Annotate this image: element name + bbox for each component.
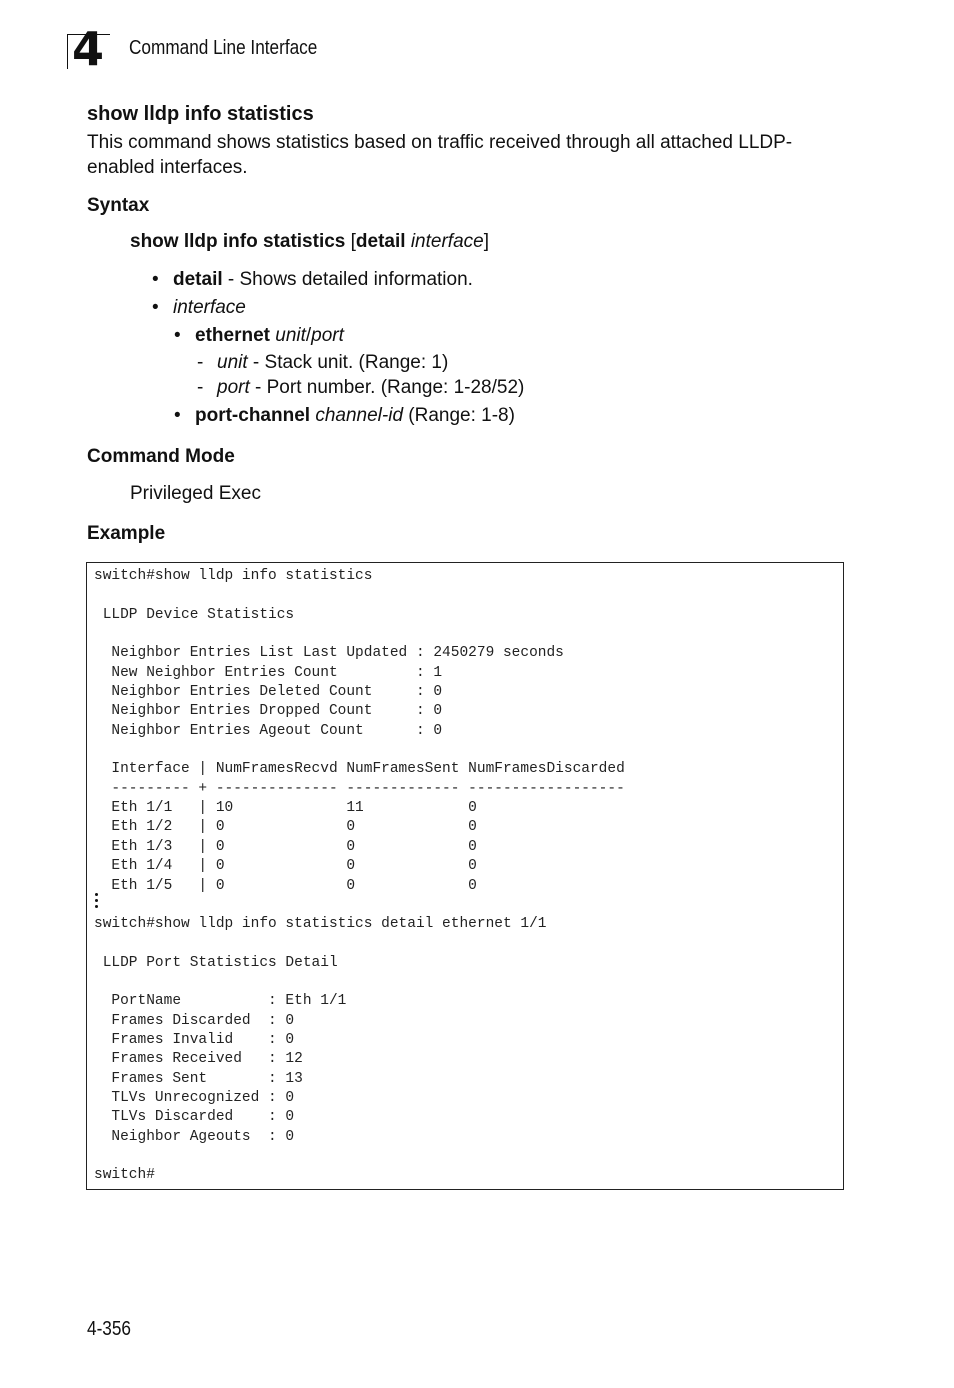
port-desc: - Port number. (Range: 1-28/52) <box>249 377 525 398</box>
param-port-channel: port-channel <box>195 405 311 426</box>
page-number: 4-356 <box>87 1318 131 1340</box>
bullet-icon: • <box>152 297 159 318</box>
example-heading: Example <box>87 523 166 544</box>
param-channel-range: (Range: 1-8) <box>403 405 515 426</box>
chapter-title: Command Line Interface <box>129 37 318 59</box>
syntax-command: show lldp info statistics <box>130 231 346 252</box>
example-code-part2: switch#show lldp info statistics detail ethernet 1/1 LLDP Port Statistics Detail PortName : Eth 1/1 Frames Discarded : 0 Frames Invalid : 0 Frames Received : 12 Frames Sent : 13 TLVs Unrecognized : 0 TLVs Discarded : 0 Neighbor Ageouts : 0 switch# <box>94 916 547 1184</box>
syntax-param: interface <box>410 231 484 252</box>
param-detail: detail <box>173 269 223 290</box>
param-unit: unit <box>275 325 306 346</box>
param-slash: / <box>305 325 312 346</box>
example-code-part1: switch#show lldp info statistics LLDP Device Statistics Neighbor Entries List Last Updated : 2450279 seconds New Neighbor Entries Count : 1 Neighbor Entries Deleted Count : 0 Neighbor Entries Dropped Count : 0 Neighbor Entries Ageout Count : 0 Interface | NumFramesRecvd NumFramesSent NumFramesDiscarded --------- + -------------- ------------- ------------------ Eth 1/1 | 10 11 0 Eth 1/2 | 0 0 0 Eth 1/3 | 0 0 0 Eth 1/4 | 0 0 0 Eth 1/5 | 0 0 0 <box>94 568 625 894</box>
command-title: show lldp info statistics <box>87 103 314 125</box>
dash-icon: - <box>197 377 204 398</box>
unit-desc: - Stack unit. (Range: 1) <box>247 352 449 373</box>
syntax-line <box>130 231 489 253</box>
list-item-ethernet <box>195 325 344 347</box>
command-description: This command shows statistics based on traffic received through all attached LLDP-enabled interfaces. <box>87 132 793 178</box>
syntax-heading: Syntax <box>87 195 150 216</box>
param-channel-id: channel-id <box>315 405 404 426</box>
bullet-icon: • <box>174 325 181 346</box>
chapter-number: 4 <box>72 22 105 76</box>
ellipsis-icon <box>95 893 98 908</box>
unit-label: unit <box>217 352 248 373</box>
bullet-icon: • <box>174 405 181 426</box>
dash-icon: - <box>197 352 204 373</box>
bullet-icon: • <box>152 269 159 290</box>
syntax-close-bracket: ] <box>483 231 489 252</box>
param-interface: interface <box>173 297 246 318</box>
example-code-box <box>86 562 844 1190</box>
port-label: port <box>217 377 250 398</box>
command-mode-value: Privileged Exec <box>130 483 261 504</box>
command-mode-heading: Command Mode <box>87 446 235 467</box>
syntax-keyword: detail <box>355 231 406 252</box>
list-item-port <box>217 377 524 399</box>
list-item-detail <box>173 269 473 291</box>
list-item-unit <box>217 352 448 374</box>
syntax-open-bracket: [ <box>345 231 356 252</box>
list-item-port-channel <box>195 405 515 427</box>
param-ethernet: ethernet <box>195 325 270 346</box>
list-item-interface <box>173 297 246 319</box>
param-port: port <box>311 325 344 346</box>
param-detail-desc: - Shows detailed information. <box>222 269 473 290</box>
